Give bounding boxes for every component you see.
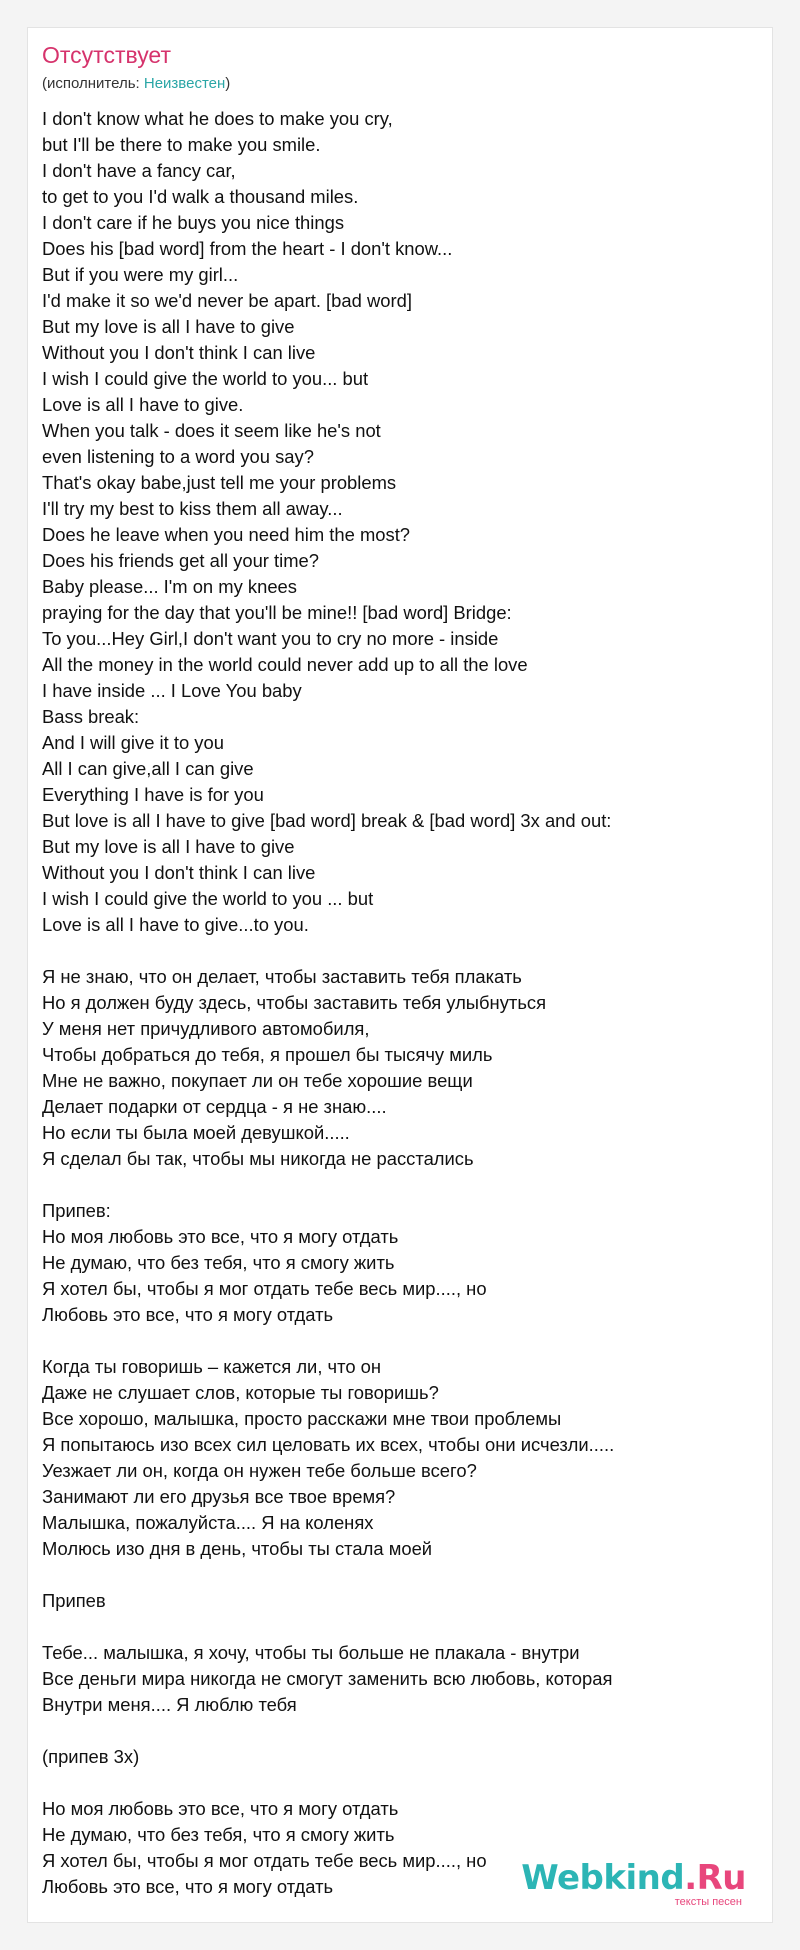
- lyric-line: But my love is all I have to give: [42, 836, 295, 857]
- lyric-line: I'll try my best to kiss them all away...: [42, 498, 343, 519]
- lyric-line: But love is all I have to give [bad word] break & [bad word] 3x and out:: [42, 810, 612, 831]
- lyric-line: Когда ты говоришь – кажется ли, что он: [42, 1356, 382, 1377]
- lyric-line: Все хорошо, малышка, просто расскажи мне твои проблемы: [42, 1408, 562, 1429]
- lyric-line: All I can give,all I can give: [42, 758, 254, 779]
- lyric-line: Мне не важно, покупает ли он тебе хорошие вещи: [42, 1070, 473, 1091]
- lyric-line: Love is all I have to give...to you.: [42, 914, 309, 935]
- lyric-line: [42, 1172, 742, 1198]
- lyric-line: even listening to a word you say?: [42, 446, 314, 467]
- artist-line: [42, 75, 230, 92]
- lyric-line: but I'll be there to make you smile.: [42, 134, 321, 155]
- lyric-line: But if you were my girl...: [42, 264, 239, 285]
- lyric-line: Не думаю, что без тебя, что я смогу жить: [42, 1252, 395, 1273]
- lyric-line: Но если ты была моей девушкой.....: [42, 1122, 350, 1143]
- lyric-line: praying for the day that you'll be mine!! [bad word] Bridge:: [42, 602, 512, 623]
- lyric-line: I don't have a fancy car,: [42, 160, 236, 181]
- lyric-line: Bass break:: [42, 706, 140, 727]
- lyric-line: (припев 3х): [42, 1746, 140, 1767]
- lyric-line: Припев: [42, 1590, 106, 1611]
- lyric-line: [42, 1718, 742, 1744]
- lyric-line: Все деньги мира никогда не смогут заменить всю любовь, которая: [42, 1668, 613, 1689]
- artist-link[interactable]: Неизвестен: [143, 75, 226, 92]
- lyric-line: Любовь это все, что я могу отдать: [42, 1304, 334, 1325]
- lyric-line: Но я должен буду здесь, чтобы заставить тебя улыбнуться: [42, 992, 547, 1013]
- lyric-line: I don't know what he does to make you cry,: [42, 108, 393, 129]
- logo-brand-main: Webkind: [521, 1858, 685, 1898]
- lyric-line: У меня нет причудливого автомобиля,: [42, 1018, 370, 1039]
- lyric-line: I have inside ... I Love You baby: [42, 680, 302, 701]
- lyric-line: Тебе... малышка, я хочу, чтобы ты больше не плакала - внутри: [42, 1642, 580, 1663]
- lyric-line: [42, 1770, 742, 1796]
- lyric-line: Я хотел бы, чтобы я мог отдать тебе весь мир...., но: [42, 1278, 487, 1299]
- lyric-line: Baby please... I'm on my knees: [42, 576, 297, 597]
- lyric-line: Любовь это все, что я могу отдать: [42, 1876, 334, 1897]
- lyric-line: I wish I could give the world to you... but: [42, 368, 369, 389]
- lyric-line: [42, 1614, 742, 1640]
- lyric-line: Love is all I have to give.: [42, 394, 244, 415]
- lyric-line: Занимают ли его друзья все твое время?: [42, 1486, 396, 1507]
- lyric-line: I don't care if he buys you nice things: [42, 212, 345, 233]
- lyric-line: I wish I could give the world to you ... but: [42, 888, 374, 909]
- lyric-line: To you...Hey Girl,I don't want you to cry no more - inside: [42, 628, 499, 649]
- lyric-line: Молюсь изо дня в день, чтобы ты стала моей: [42, 1538, 433, 1559]
- lyric-line: Делает подарки от сердца - я не знаю....: [42, 1096, 387, 1117]
- logo-brand-tld: .Ru: [684, 1858, 746, 1898]
- lyric-line: I'd make it so we'd never be apart. [bad word]: [42, 290, 412, 311]
- lyric-line: Внутри меня.... Я люблю тебя: [42, 1694, 297, 1715]
- lyric-line: [42, 1328, 742, 1354]
- logo-tagline: тексты песен: [674, 1896, 742, 1908]
- lyric-line: Малышка, пожалуйста.... Я на коленях: [42, 1512, 374, 1533]
- logo-brand: [521, 1858, 746, 1898]
- lyric-line: Я не знаю, что он делает, чтобы заставить тебя плакать: [42, 966, 522, 987]
- lyric-line: When you talk - does it seem like he's not: [42, 420, 381, 441]
- lyric-line: Does he leave when you need him the most?: [42, 524, 411, 545]
- lyrics-body: [42, 106, 742, 1900]
- lyrics-card: [27, 27, 773, 1923]
- lyric-line: Не думаю, что без тебя, что я смогу жить: [42, 1824, 395, 1845]
- lyric-line: Чтобы добраться до тебя, я прошел бы тысячу миль: [42, 1044, 493, 1065]
- lyric-line: Everything I have is for you: [42, 784, 264, 805]
- lyric-line: Does his [bad word] from the heart - I don't know...: [42, 238, 453, 259]
- lyric-line: Припев:: [42, 1200, 111, 1221]
- lyric-line: But my love is all I have to give: [42, 316, 295, 337]
- lyric-line: Но моя любовь это все, что я могу отдать: [42, 1798, 399, 1819]
- lyric-line: Я сделал бы так, чтобы мы никогда не расстались: [42, 1148, 474, 1169]
- site-logo[interactable]: [521, 1858, 746, 1908]
- lyric-line: Уезжает ли он, когда он нужен тебе больше всего?: [42, 1460, 477, 1481]
- artist-suffix: ): [225, 75, 231, 92]
- lyric-line: That's okay babe,just tell me your problems: [42, 472, 397, 493]
- lyric-line: Without you I don't think I can live: [42, 862, 316, 883]
- lyric-line: [42, 1562, 742, 1588]
- lyric-line: Я попытаюсь изо всех сил целовать их всех, чтобы они исчезли.....: [42, 1434, 615, 1455]
- lyric-line: Does his friends get all your time?: [42, 550, 320, 571]
- lyric-line: to get to you I'd walk a thousand miles.: [42, 186, 359, 207]
- lyric-line: Without you I don't think I can live: [42, 342, 316, 363]
- artist-prefix: (исполнитель:: [42, 75, 144, 92]
- lyric-line: And I will give it to you: [42, 732, 224, 753]
- lyric-line: All the money in the world could never add up to all the love: [42, 654, 528, 675]
- lyric-line: Я хотел бы, чтобы я мог отдать тебе весь мир...., но: [42, 1850, 487, 1871]
- lyric-line: [42, 938, 742, 964]
- lyric-line: Но моя любовь это все, что я могу отдать: [42, 1226, 399, 1247]
- song-title: Отсутствует: [42, 42, 171, 68]
- lyric-line: Даже не слушает слов, которые ты говоришь?: [42, 1382, 439, 1403]
